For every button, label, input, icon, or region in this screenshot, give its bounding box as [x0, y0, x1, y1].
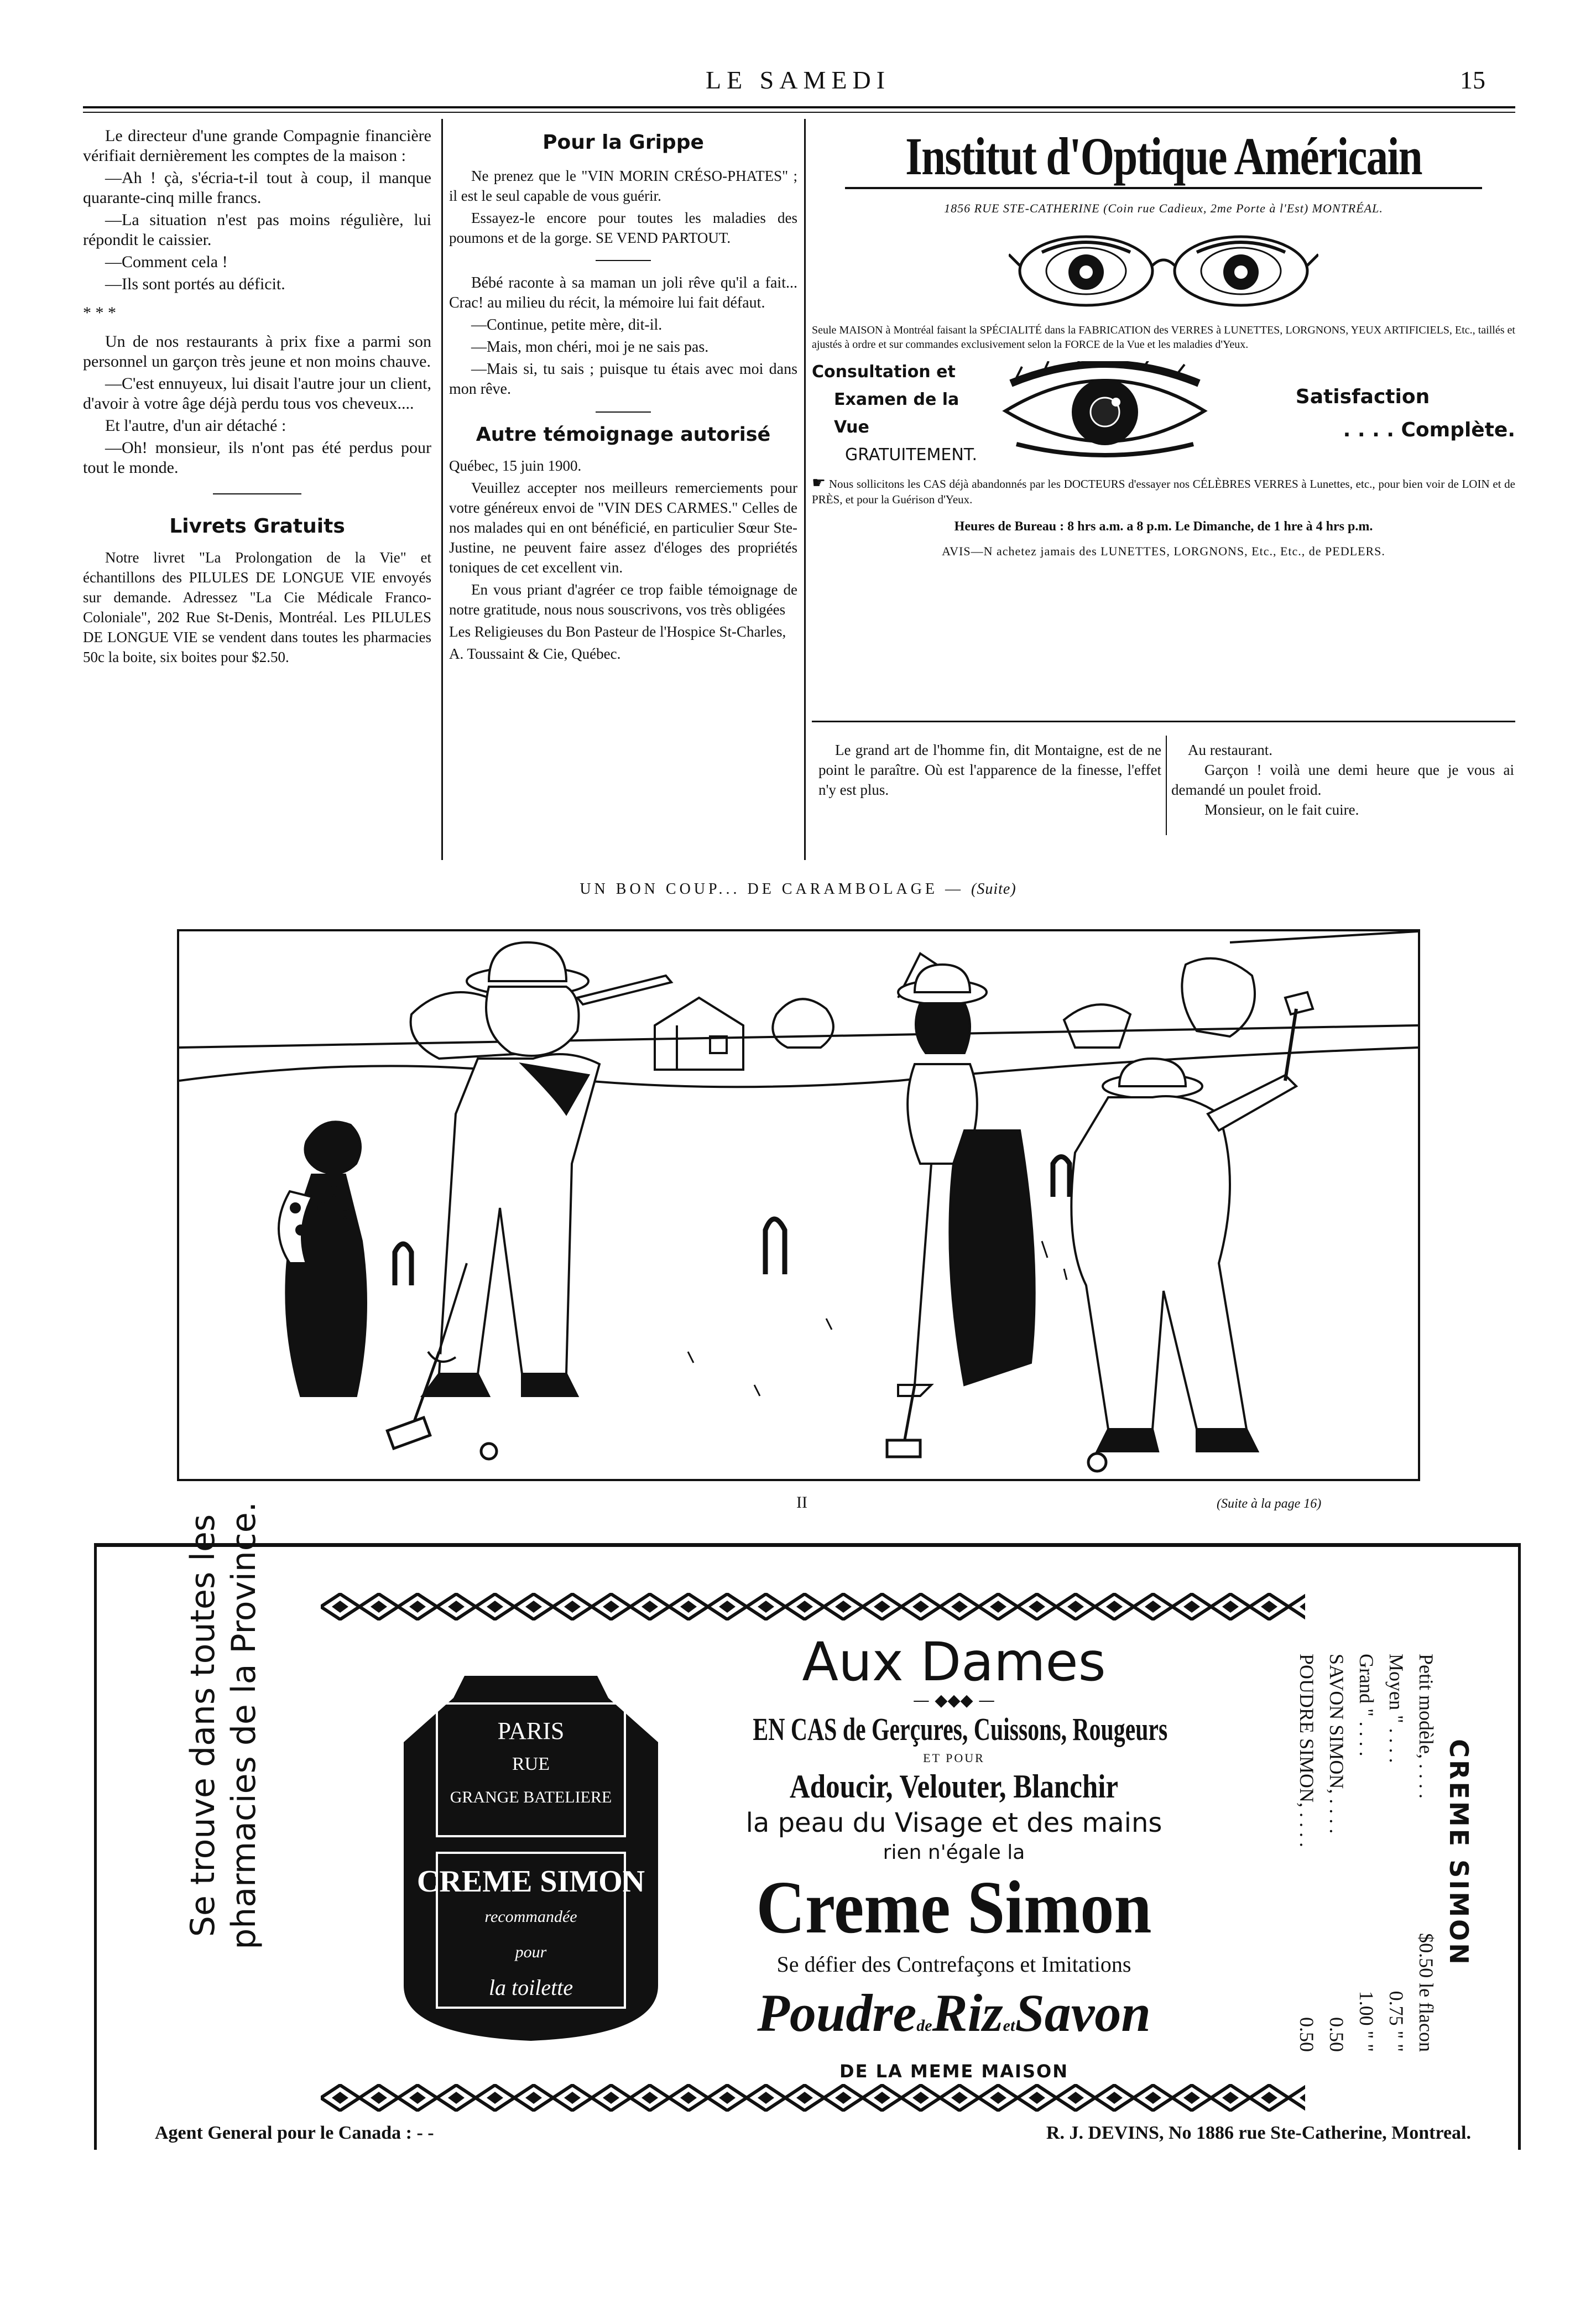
- side-text-left: [182, 1499, 264, 1952]
- et-pour-line: ET POUR: [923, 1751, 985, 1765]
- joke-montaigne: Le grand art de l'homme fin, dit Montaigne, est de ne point le paraître. Où est l'apparence de la finesse, l'effet n'y est plus.: [818, 742, 1161, 798]
- consult-line-1: Consultation et: [812, 362, 956, 382]
- asterism: * * *: [83, 304, 116, 322]
- agent-label: Agent General pour le Canada : - -: [155, 2123, 434, 2143]
- agent-line: [155, 2123, 1471, 2144]
- caption-text: UN BON COUP... DE CARAMBOLAGE —: [580, 880, 964, 898]
- bebe-text: Bébé raconte à sa maman un joli rêve qu'il a fait... Crac! au milieu du récit, la mémoire lui fait défaut.: [449, 274, 797, 311]
- temoignage-heading: Autre témoignage autorisé: [476, 424, 771, 446]
- temoignage-signature: Les Religieuses du Bon Pasteur de l'Hospice St-Charles,: [449, 623, 786, 640]
- joke-paragraph: —Comment cela !: [105, 253, 228, 271]
- illustration-caption: [0, 880, 1596, 898]
- agent-name: R. J. DEVINS, No 1886 rue Ste-Catherine, Montreal.: [1046, 2123, 1471, 2143]
- price-row: [1322, 1654, 1352, 2052]
- masthead-rule: [83, 106, 1515, 108]
- column-rule: [1166, 736, 1167, 835]
- joke-restaurant-line: Garçon ! voilà une demi heure que je vous ai demandé un poulet froid.: [1171, 762, 1514, 798]
- aux-dames-heading: Aux Dames: [802, 1631, 1106, 1693]
- price-value: $0.50 le flacon: [1415, 1933, 1437, 2052]
- price-value: 0.75 " ": [1385, 1991, 1407, 2052]
- de-word: de: [916, 2017, 932, 2035]
- optique-avis: AVIS—N achetez jamais des LUNETTES, LORGNONS, Etc., Etc., de PEDLERS.: [942, 544, 1385, 558]
- price-value: 1.00 " ": [1355, 1991, 1378, 2052]
- temoignage-text: Veuillez accepter nos meilleurs remerciements pour votre généreux envoi de "VIN DES CARMES." Celles de nos malades qui en ont bénéficié, en particulier Sœur Ste-Justine, ne peuvent faire assez d'éloges des propriétés toniques de cet excellent vin.: [449, 480, 797, 576]
- consult-block: [812, 358, 1000, 469]
- en-cas-line: EN CAS de Gerçures, Cuissons, Rougeurs: [753, 1711, 1168, 1747]
- joke-paragraph: Un de nos restaurants à prix fixe a parmi son personnel un garçon très jeune et non moins chauve.: [83, 332, 431, 371]
- creme-jar-illustration: [398, 1676, 664, 2041]
- decorative-border-bottom: [321, 2084, 1305, 2112]
- grippe-text-2: Essayez-le encore pour toutes les maladies des poumons et de la gorge. SE VEND PARTOUT.: [449, 210, 797, 246]
- jar-line: recommandée: [484, 1908, 577, 1926]
- creme-simon-title: Creme Simon: [756, 1866, 1152, 1949]
- grippe-text: Ne prenez que le "VIN MORIN CRÉSO-PHATES" ; il est le seul capable de vous guérir.: [449, 168, 797, 204]
- printer-credit: A. Toussaint & Cie, Québec.: [449, 645, 621, 662]
- bebe-text: —Mais si, tu sais ; puisque tu étais avec moi dans mon rêve.: [449, 361, 797, 398]
- joke-paragraph: —Ils sont portés au déficit.: [105, 275, 285, 293]
- price-row: [1352, 1654, 1381, 2052]
- sollicitons-text: [812, 476, 1515, 507]
- joke-paragraph: —Oh! monsieur, ils n'ont pas été perdus pour tout le monde.: [83, 439, 431, 477]
- satisfaction-block: [1210, 381, 1515, 447]
- joke-restaurant-title: Au restaurant.: [1188, 742, 1272, 758]
- price-label: Moyen " . . . .: [1385, 1654, 1407, 1763]
- masthead-title: LE SAMEDI: [705, 66, 891, 94]
- jar-label-bottom: [398, 1864, 664, 2005]
- decorative-border-top: [321, 1593, 1305, 1621]
- rien-line: rien n'égale la: [883, 1841, 1025, 1864]
- grippe-heading: Pour la Grippe: [543, 131, 704, 154]
- poudre-word: Poudre: [757, 1983, 917, 2043]
- temoignage-date: Québec, 15 juin 1900.: [449, 457, 582, 474]
- poudre-line: [675, 1980, 1233, 2059]
- price-row: [1411, 1654, 1441, 2052]
- price-label: Petit modèle, . . . .: [1415, 1654, 1437, 1799]
- price-label: Grand " . . . .: [1355, 1654, 1378, 1757]
- satisfaction-line-2: . . . . Complète.: [1343, 419, 1515, 441]
- column-rule: [804, 119, 806, 860]
- jar-line: PARIS: [497, 1717, 565, 1744]
- jar-label-top: [398, 1715, 664, 1814]
- optique-title: Institut d'Optique Américain: [905, 127, 1422, 186]
- joke-paragraph: Le directeur d'une grande Compagnie financière vérifiait dernièrement les comptes de la maison :: [83, 127, 431, 165]
- peau-line: la peau du Visage et des mains: [745, 1807, 1162, 1838]
- sollicitons-body: Nous sollicitons les CAS déjà abandonnés par les DOCTEURS d'essayer nos CÉLÈBRES VERRES à Lunettes, etc., pour bien voir de LOIN et de PRÈS, et pour la Guérison d'Yeux.: [812, 477, 1516, 506]
- divider: [596, 411, 651, 413]
- title-rule: [845, 187, 1482, 189]
- jar-line: CREME SIMON: [416, 1864, 645, 1899]
- column-1: [83, 126, 431, 669]
- illustration-roman: II: [796, 1493, 807, 1512]
- price-rows: [1292, 1654, 1441, 2052]
- adoucir-line: Adoucir, Velouter, Blanchir: [789, 1768, 1119, 1805]
- joke-restaurant-reply: Monsieur, on le fait cuire.: [1204, 801, 1359, 818]
- column-2: [449, 126, 797, 666]
- price-row: [1381, 1654, 1411, 2052]
- column-rule: [441, 119, 443, 860]
- spectacles-icon: [1009, 227, 1318, 315]
- riz-word: Riz: [932, 1983, 1003, 2043]
- spectacles-illustration: [812, 227, 1515, 315]
- price-row: [1292, 1654, 1322, 2052]
- savon-word: Savon: [1015, 1983, 1151, 2043]
- creme-center-copy: [675, 1632, 1233, 2083]
- price-value: 0.50: [1296, 2017, 1318, 2052]
- joke-paragraph: —Ah ! çà, s'écria-t-il tout à coup, il manque quarante-cinq mille francs.: [83, 169, 431, 207]
- livrets-text: Notre livret "La Prolongation de la Vie" et échantillons des PILULES DE LONGUE VIE envoyés sur demande. Adressez "La Cie Médicale Franco-Coloniale", 202 Rue St-Denis, Montréal. Les PILULES DE LONGUE VIE se vendent dans toutes les pharmacies 50c la boite, six boites pour $2.50.: [83, 549, 431, 665]
- et-word: et: [1003, 2017, 1015, 2035]
- joke-paragraph: —C'est ennuyeux, lui disait l'autre jour un client, d'avoir à votre âge déjà perdu tous vos cheveux....: [83, 374, 431, 413]
- jar-line: la toilette: [488, 1975, 573, 2000]
- divider: [596, 260, 651, 261]
- jar-line: pour: [515, 1943, 547, 1961]
- optique-seule: Seule MAISON à Montréal faisant la SPÉCIALITÉ dans la FABRICATION des VERRES à LUNETTES, LORGNONS, YEUX ARTIFICIELS, Etc., taillés et ajustés à ordre et sur commandes exclusivement selon la FORCE de la Vue et les maladies d'Yeux.: [812, 324, 1515, 351]
- optique-heures: Heures de Bureau : 8 hrs a.m. a 8 p.m. Le Dimanche, de 1 hre à 4 hrs p.m.: [954, 519, 1373, 534]
- bebe-text: —Continue, petite mère, dit-il.: [471, 316, 663, 334]
- divider: [213, 493, 301, 494]
- croquet-illustration: [177, 929, 1420, 1481]
- meme-maison-line: DE LA MEME MAISON: [839, 2061, 1068, 2082]
- eye-icon: [1000, 361, 1210, 466]
- consult-line-2: Examen de la Vue: [834, 390, 959, 437]
- side-text-left-body: Se trouve dans toutes les pharmacies de la Province.: [184, 1502, 263, 1950]
- defier-line: Se défier des Contrefaçons et Imitations: [776, 1952, 1131, 1977]
- temoignage-text-2: En vous priant d'agréer ce trop faible témoignage de notre gratitude, nous nous souscrivons, vos très obligées: [449, 581, 797, 618]
- bebe-text: —Mais, mon chéri, moi je ne sais pas.: [471, 338, 709, 356]
- price-label: SAVON SIMON, . . . .: [1326, 1654, 1348, 1834]
- ornament: — ◆◆◆ —: [912, 1691, 995, 1710]
- caption-suite: (Suite): [971, 880, 1016, 898]
- livrets-heading: Livrets Gratuits: [169, 515, 345, 538]
- optique-bottom-rule: [812, 721, 1515, 722]
- consult-line-3: GRATUITEMENT.: [845, 445, 978, 465]
- price-value: 0.50: [1326, 2017, 1348, 2052]
- joke-paragraph: —La situation n'est pas moins régulière, lui répondit le caissier.: [83, 211, 431, 249]
- price-label: POUDRE SIMON, . . . .: [1296, 1654, 1318, 1848]
- satisfaction-line-1: Satisfaction: [1295, 385, 1430, 408]
- jar-line: RUE: [512, 1754, 550, 1774]
- optique-address: 1856 RUE STE-CATHERINE (Coin rue Cadieux, 2me Porte à l'Est) MONTRÉAL.: [944, 201, 1383, 215]
- consult-row: [812, 358, 1515, 469]
- croquet-scene-icon: [179, 931, 1418, 1479]
- pointing-hand-icon: ☛: [812, 475, 826, 492]
- suite-page-note: (Suite à la page 16): [1217, 1497, 1322, 1511]
- joke-restaurant: [1171, 740, 1514, 820]
- page-number: 15: [1460, 66, 1485, 94]
- jar-line: GRANGE BATELIERE: [450, 1788, 612, 1806]
- price-list: [1244, 1654, 1477, 2052]
- price-title: CREME SIMON: [1444, 1739, 1474, 1967]
- masthead-rule-thin: [83, 112, 1515, 113]
- optique-ad: [812, 119, 1515, 716]
- joke-paragraph: Et l'autre, d'un air détaché :: [105, 416, 286, 435]
